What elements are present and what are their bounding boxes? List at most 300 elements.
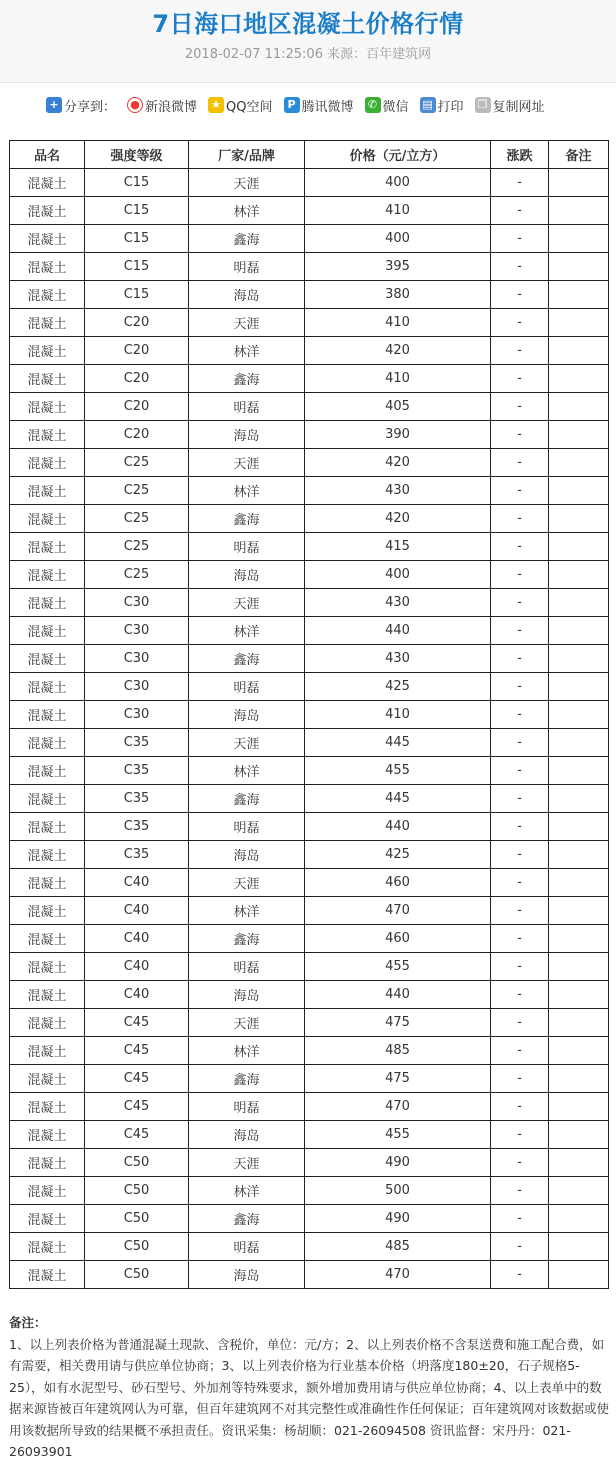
cell-remark [549, 953, 609, 981]
cell-price: 420 [305, 337, 491, 365]
cell-grade: C25 [85, 561, 189, 589]
cell-remark [549, 1121, 609, 1149]
cell-price: 410 [305, 197, 491, 225]
table-row [10, 813, 609, 841]
cell-price: 420 [305, 505, 491, 533]
table-row [10, 897, 609, 925]
table-row [10, 1093, 609, 1121]
cell-change: - [491, 533, 549, 561]
cell-remark [549, 729, 609, 757]
cell-name: 混凝土 [10, 449, 85, 477]
cell-grade: C40 [85, 897, 189, 925]
table-row [10, 1009, 609, 1037]
cell-remark [549, 169, 609, 197]
cell-remark [549, 533, 609, 561]
cell-grade: C20 [85, 337, 189, 365]
cell-price: 430 [305, 645, 491, 673]
cell-price: 445 [305, 729, 491, 757]
cell-grade: C20 [85, 309, 189, 337]
cell-price: 475 [305, 1009, 491, 1037]
table-row [10, 533, 609, 561]
table-row [10, 1037, 609, 1065]
cell-change: - [491, 785, 549, 813]
cell-price: 455 [305, 953, 491, 981]
page-title: 7日海口地区混凝土价格行情 [152, 10, 464, 38]
cell-change: - [491, 477, 549, 505]
cell-grade: C25 [85, 533, 189, 561]
cell-change: - [491, 925, 549, 953]
cell-change: - [491, 841, 549, 869]
cell-grade: C30 [85, 701, 189, 729]
table-row [10, 1121, 609, 1149]
cell-change: - [491, 365, 549, 393]
cell-name: 混凝土 [10, 197, 85, 225]
cell-price: 485 [305, 1037, 491, 1065]
cell-grade: C30 [85, 589, 189, 617]
table-row [10, 337, 609, 365]
cell-name: 混凝土 [10, 1037, 85, 1065]
cell-remark [549, 309, 609, 337]
cell-change: - [491, 701, 549, 729]
col-header-grade: 强度等级 [85, 141, 189, 169]
table-row [10, 925, 609, 953]
cell-remark [549, 197, 609, 225]
cell-brand: 林洋 [189, 337, 305, 365]
cell-remark [549, 757, 609, 785]
cell-name: 混凝土 [10, 645, 85, 673]
table-row [10, 1205, 609, 1233]
cell-grade: C40 [85, 925, 189, 953]
cell-remark [549, 365, 609, 393]
cell-brand: 明磊 [189, 253, 305, 281]
share-qzone-button[interactable]: ★ QQ空间 [208, 96, 272, 115]
copy-link-icon: ❐ [475, 97, 491, 113]
cell-name: 混凝土 [10, 225, 85, 253]
print-button[interactable]: ▤ 打印 [420, 96, 464, 115]
cell-change: - [491, 1177, 549, 1205]
cell-name: 混凝土 [10, 785, 85, 813]
cell-grade: C50 [85, 1205, 189, 1233]
cell-brand: 天涯 [189, 869, 305, 897]
cell-brand: 鑫海 [189, 645, 305, 673]
cell-remark [549, 449, 609, 477]
cell-grade: C35 [85, 841, 189, 869]
cell-brand: 明磊 [189, 1093, 305, 1121]
cell-name: 混凝土 [10, 589, 85, 617]
copy-link-button[interactable]: ❐ 复制网址 [475, 96, 545, 115]
cell-grade: C35 [85, 757, 189, 785]
cell-change: - [491, 253, 549, 281]
cell-brand: 鑫海 [189, 1065, 305, 1093]
cell-price: 440 [305, 981, 491, 1009]
cell-name: 混凝土 [10, 253, 85, 281]
table-header-row [10, 141, 609, 169]
col-header-change: 涨跌 [491, 141, 549, 169]
table-row [10, 393, 609, 421]
cell-price: 410 [305, 365, 491, 393]
cell-grade: C35 [85, 729, 189, 757]
cell-price: 500 [305, 1177, 491, 1205]
cell-name: 混凝土 [10, 813, 85, 841]
cell-change: - [491, 953, 549, 981]
cell-remark [549, 281, 609, 309]
cell-remark [549, 841, 609, 869]
cell-brand: 鑫海 [189, 925, 305, 953]
cell-name: 混凝土 [10, 1121, 85, 1149]
cell-price: 470 [305, 1093, 491, 1121]
cell-remark [549, 225, 609, 253]
cell-change: - [491, 505, 549, 533]
table-row [10, 785, 609, 813]
cell-change: - [491, 617, 549, 645]
price-table [9, 140, 609, 1289]
cell-change: - [491, 645, 549, 673]
cell-grade: C50 [85, 1233, 189, 1261]
cell-price: 455 [305, 757, 491, 785]
cell-remark [549, 1233, 609, 1261]
cell-price: 440 [305, 617, 491, 645]
cell-grade: C45 [85, 1037, 189, 1065]
cell-grade: C25 [85, 477, 189, 505]
weibo-icon: ● [127, 97, 143, 113]
cell-name: 混凝土 [10, 953, 85, 981]
table-row [10, 617, 609, 645]
cell-change: - [491, 869, 549, 897]
cell-name: 混凝土 [10, 841, 85, 869]
cell-remark [549, 813, 609, 841]
cell-name: 混凝土 [10, 1233, 85, 1261]
table-row [10, 757, 609, 785]
table-row [10, 701, 609, 729]
cell-change: - [491, 393, 549, 421]
cell-change: - [491, 813, 549, 841]
cell-brand: 林洋 [189, 897, 305, 925]
cell-grade: C45 [85, 1009, 189, 1037]
col-header-price: 价格（元/立方） [305, 141, 491, 169]
cell-brand: 天涯 [189, 729, 305, 757]
share-wechat-button[interactable]: ✆ 微信 [365, 96, 409, 115]
cell-brand: 林洋 [189, 477, 305, 505]
cell-name: 混凝土 [10, 309, 85, 337]
cell-brand: 海岛 [189, 561, 305, 589]
cell-brand: 海岛 [189, 1261, 305, 1289]
share-weibo-button[interactable]: ● 新浪微博 [127, 96, 197, 115]
cell-remark [549, 1037, 609, 1065]
article-meta: 2018-02-07 11:25:06 来源：百年建筑网 [184, 47, 432, 62]
cell-brand: 海岛 [189, 421, 305, 449]
cell-brand: 天涯 [189, 169, 305, 197]
table-row [10, 1149, 609, 1177]
wechat-icon: ✆ [365, 97, 381, 113]
cell-name: 混凝土 [10, 1065, 85, 1093]
article-header [0, 0, 616, 83]
cell-name: 混凝土 [10, 1205, 85, 1233]
cell-price: 475 [305, 1065, 491, 1093]
cell-remark [549, 1009, 609, 1037]
cell-name: 混凝土 [10, 869, 85, 897]
table-body [10, 169, 609, 1289]
cell-grade: C15 [85, 169, 189, 197]
table-row [10, 981, 609, 1009]
cell-brand: 林洋 [189, 197, 305, 225]
cell-change: - [491, 449, 549, 477]
cell-name: 混凝土 [10, 505, 85, 533]
cell-name: 混凝土 [10, 1149, 85, 1177]
cell-price: 410 [305, 701, 491, 729]
table-row [10, 1177, 609, 1205]
cell-price: 410 [305, 309, 491, 337]
cell-price: 445 [305, 785, 491, 813]
cell-brand: 明磊 [189, 813, 305, 841]
cell-brand: 天涯 [189, 589, 305, 617]
cell-price: 405 [305, 393, 491, 421]
cell-remark [549, 673, 609, 701]
cell-price: 490 [305, 1149, 491, 1177]
cell-grade: C45 [85, 1121, 189, 1149]
cell-change: - [491, 589, 549, 617]
table-row [10, 729, 609, 757]
cell-remark [549, 477, 609, 505]
cell-brand: 林洋 [189, 757, 305, 785]
cell-grade: C35 [85, 813, 189, 841]
cell-brand: 天涯 [189, 309, 305, 337]
table-row [10, 365, 609, 393]
cell-name: 混凝土 [10, 393, 85, 421]
tencent-weibo-icon: P [284, 97, 300, 113]
table-row [10, 869, 609, 897]
cell-brand: 海岛 [189, 981, 305, 1009]
cell-change: - [491, 1093, 549, 1121]
cell-remark [549, 561, 609, 589]
cell-change: - [491, 673, 549, 701]
share-bar [46, 93, 556, 117]
table-row [10, 225, 609, 253]
cell-brand: 鑫海 [189, 1205, 305, 1233]
cell-remark [549, 981, 609, 1009]
table-row [10, 953, 609, 981]
cell-name: 混凝土 [10, 701, 85, 729]
cell-name: 混凝土 [10, 1177, 85, 1205]
cell-brand: 林洋 [189, 1037, 305, 1065]
cell-change: - [491, 421, 549, 449]
cell-remark [549, 1261, 609, 1289]
table-row [10, 309, 609, 337]
table-row [10, 281, 609, 309]
cell-change: - [491, 169, 549, 197]
cell-change: - [491, 225, 549, 253]
qzone-icon: ★ [208, 97, 224, 113]
cell-brand: 海岛 [189, 281, 305, 309]
cell-name: 混凝土 [10, 337, 85, 365]
cell-change: - [491, 729, 549, 757]
cell-change: - [491, 561, 549, 589]
cell-brand: 天涯 [189, 1149, 305, 1177]
cell-price: 400 [305, 169, 491, 197]
cell-change: - [491, 197, 549, 225]
cell-remark [549, 617, 609, 645]
cell-price: 490 [305, 1205, 491, 1233]
table-row [10, 841, 609, 869]
cell-grade: C15 [85, 225, 189, 253]
table-row [10, 253, 609, 281]
cell-name: 混凝土 [10, 757, 85, 785]
cell-brand: 鑫海 [189, 505, 305, 533]
col-header-remark: 备注 [549, 141, 609, 169]
cell-remark [549, 505, 609, 533]
cell-price: 425 [305, 841, 491, 869]
cell-brand: 鑫海 [189, 785, 305, 813]
cell-grade: C45 [85, 1093, 189, 1121]
cell-remark [549, 1149, 609, 1177]
cell-remark [549, 393, 609, 421]
cell-remark [549, 337, 609, 365]
cell-change: - [491, 1009, 549, 1037]
cell-name: 混凝土 [10, 673, 85, 701]
cell-grade: C40 [85, 981, 189, 1009]
cell-name: 混凝土 [10, 421, 85, 449]
table-row [10, 477, 609, 505]
cell-price: 460 [305, 869, 491, 897]
cell-change: - [491, 897, 549, 925]
cell-remark [549, 1205, 609, 1233]
cell-name: 混凝土 [10, 925, 85, 953]
cell-change: - [491, 981, 549, 1009]
cell-change: - [491, 1037, 549, 1065]
cell-remark [549, 645, 609, 673]
table-row [10, 449, 609, 477]
cell-grade: C25 [85, 505, 189, 533]
table-row [10, 645, 609, 673]
cell-price: 380 [305, 281, 491, 309]
cell-grade: C15 [85, 281, 189, 309]
cell-price: 470 [305, 897, 491, 925]
cell-remark [549, 869, 609, 897]
cell-change: - [491, 337, 549, 365]
cell-name: 混凝土 [10, 897, 85, 925]
cell-name: 混凝土 [10, 281, 85, 309]
cell-grade: C30 [85, 645, 189, 673]
cell-name: 混凝土 [10, 365, 85, 393]
table-row [10, 1261, 609, 1289]
cell-remark [549, 1093, 609, 1121]
cell-brand: 鑫海 [189, 225, 305, 253]
share-tencent-weibo-button[interactable]: P 腾讯微博 [284, 96, 354, 115]
share-plus-icon: + [46, 97, 62, 113]
cell-change: - [491, 757, 549, 785]
cell-price: 395 [305, 253, 491, 281]
cell-brand: 鑫海 [189, 365, 305, 393]
col-header-brand: 厂家/品牌 [189, 141, 305, 169]
cell-change: - [491, 309, 549, 337]
cell-price: 440 [305, 813, 491, 841]
cell-price: 470 [305, 1261, 491, 1289]
share-label: + 分享到： [46, 96, 116, 115]
cell-brand: 海岛 [189, 1121, 305, 1149]
cell-remark [549, 925, 609, 953]
cell-name: 混凝土 [10, 1261, 85, 1289]
table-row [10, 1065, 609, 1093]
cell-grade: C50 [85, 1149, 189, 1177]
cell-grade: C40 [85, 953, 189, 981]
cell-remark [549, 897, 609, 925]
cell-change: - [491, 1121, 549, 1149]
cell-grade: C45 [85, 1065, 189, 1093]
cell-remark [549, 253, 609, 281]
cell-change: - [491, 1065, 549, 1093]
cell-name: 混凝土 [10, 533, 85, 561]
notes-title: 备注： [9, 1315, 47, 1330]
cell-remark [549, 785, 609, 813]
col-header-name: 品名 [10, 141, 85, 169]
cell-grade: C20 [85, 393, 189, 421]
cell-change: - [491, 1205, 549, 1233]
cell-change: - [491, 1233, 549, 1261]
cell-grade: C30 [85, 673, 189, 701]
cell-name: 混凝土 [10, 1093, 85, 1121]
table-row [10, 589, 609, 617]
cell-brand: 天涯 [189, 449, 305, 477]
cell-price: 420 [305, 449, 491, 477]
cell-price: 400 [305, 225, 491, 253]
cell-grade: C50 [85, 1177, 189, 1205]
cell-change: - [491, 281, 549, 309]
cell-price: 430 [305, 589, 491, 617]
cell-grade: C25 [85, 449, 189, 477]
table-row [10, 169, 609, 197]
cell-remark [549, 1177, 609, 1205]
cell-brand: 海岛 [189, 841, 305, 869]
cell-brand: 明磊 [189, 393, 305, 421]
cell-grade: C40 [85, 869, 189, 897]
cell-brand: 明磊 [189, 673, 305, 701]
print-icon: ▤ [420, 97, 436, 113]
cell-remark [549, 421, 609, 449]
cell-change: - [491, 1261, 549, 1289]
cell-grade: C15 [85, 197, 189, 225]
notes-body: 1、以上列表价格为普通混凝土现款、含税价，单位：元/方；2、以上列表价格不含泵送费和施工配合费，如有需要，相关费用请与供应单位协商；3、以上列表价格为行业基本价格（坍落度180±20，石子规格5-25），如有水泥型号、砂石型号、外加剂等特殊要求，额外增加费用请与供应单位协商；4、以上表单中的数据来源皆被百年建筑网认为可靠，但百年建筑网不对其完整性或准确性作任何保证；百年建筑网对该数据或使用该数据所导致的结果概不承担责任。资讯采集：杨胡顺：021-26094508 资讯监督：宋丹丹：021-26093901 [9, 1336, 610, 1459]
cell-remark [549, 701, 609, 729]
cell-brand: 林洋 [189, 617, 305, 645]
cell-grade: C50 [85, 1261, 189, 1289]
cell-grade: C20 [85, 421, 189, 449]
cell-name: 混凝土 [10, 477, 85, 505]
table-row [10, 421, 609, 449]
cell-name: 混凝土 [10, 169, 85, 197]
cell-price: 390 [305, 421, 491, 449]
cell-brand: 天涯 [189, 1009, 305, 1037]
cell-price: 400 [305, 561, 491, 589]
cell-brand: 明磊 [189, 953, 305, 981]
cell-price: 415 [305, 533, 491, 561]
cell-remark [549, 589, 609, 617]
cell-price: 425 [305, 673, 491, 701]
cell-grade: C15 [85, 253, 189, 281]
cell-name: 混凝土 [10, 981, 85, 1009]
cell-grade: C30 [85, 617, 189, 645]
table-row [10, 1233, 609, 1261]
table-row [10, 673, 609, 701]
cell-brand: 明磊 [189, 533, 305, 561]
cell-change: - [491, 1149, 549, 1177]
cell-name: 混凝土 [10, 617, 85, 645]
table-row [10, 197, 609, 225]
cell-price: 460 [305, 925, 491, 953]
cell-brand: 林洋 [189, 1177, 305, 1205]
cell-price: 430 [305, 477, 491, 505]
cell-grade: C20 [85, 365, 189, 393]
cell-name: 混凝土 [10, 729, 85, 757]
cell-brand: 海岛 [189, 701, 305, 729]
